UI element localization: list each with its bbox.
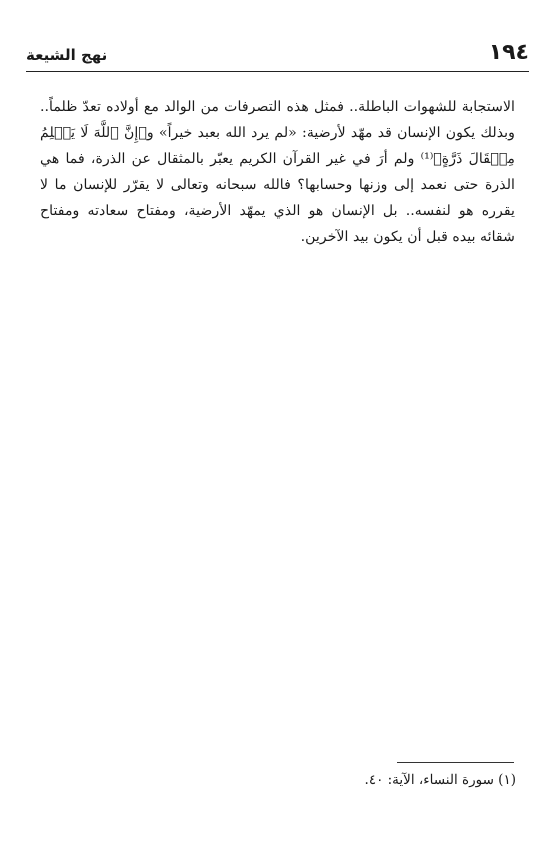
header-divider <box>26 71 529 72</box>
main-text <box>40 94 515 250</box>
body-paragraph: الاستجابة للشهوات الباطلة.. فمثل هذه التصرفات من الوالد مع أولاده تعدّ ظلماً.. وبذلك يكون الإنسان قد مهّد لأرضية: «لم يرد الله بعبد خيراً» و﴿إِنَّ ٱللَّهَ لَا يَظۡلِمُ مِثۡقَالَ ذَرَّةٍ﴾⁽¹⁾ ولم أرَ في غير القرآن الكريم يعبّر بالمثقال عن الذرة، فما هي الذرة حتى نعمد إلى وزنها وحسابها؟ فالله سبحانه وتعالى لا يقرّر للإنسان ما لا يقرره هو لنفسه.. بل الإنسان هو الذي يمهّد الأرضية، ومفتاح سعادته ومفتاح شقائه بيده قبل أن يكون بيد الآخرين. <box>40 99 516 245</box>
book-title: نهج الشيعة <box>26 46 108 64</box>
footnote: (١) سورة النساء، الآية: ٤٠. <box>364 772 516 788</box>
footnote-divider <box>397 762 514 763</box>
page-number: ١٩٤ <box>488 40 529 65</box>
page-header <box>26 40 529 70</box>
